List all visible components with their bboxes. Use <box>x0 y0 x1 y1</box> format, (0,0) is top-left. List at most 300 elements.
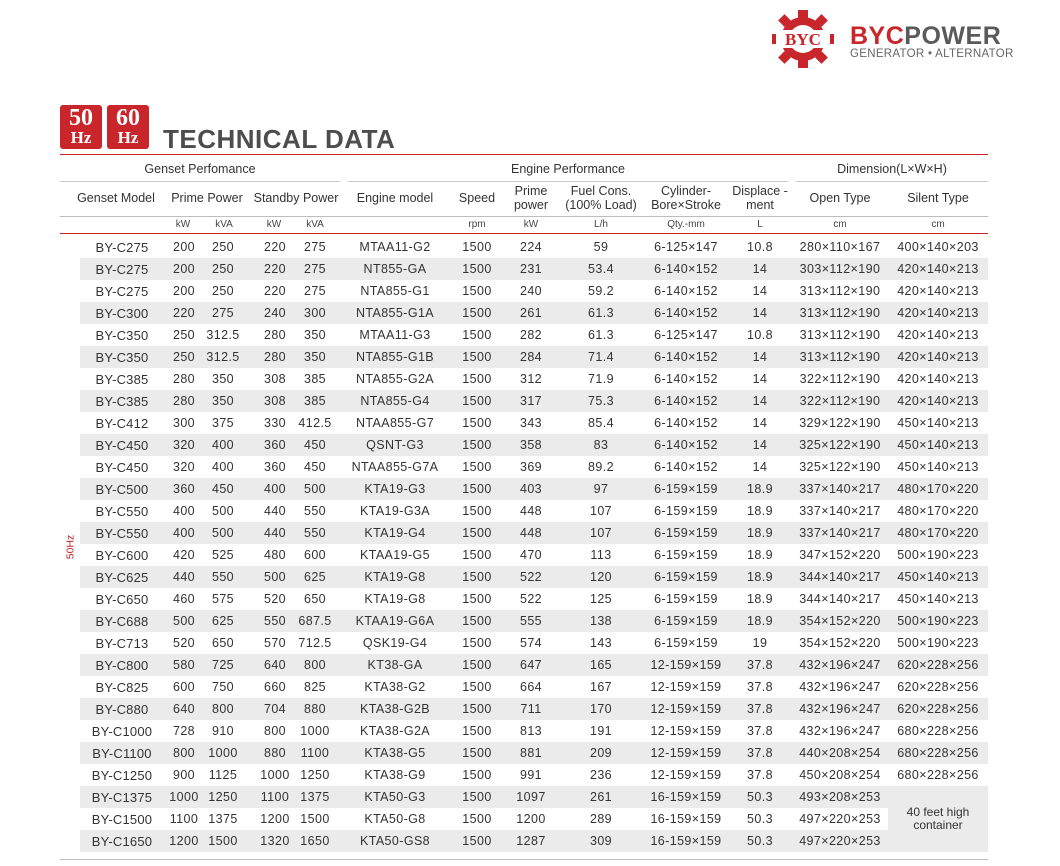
cell-silent-dimension: 420×140×213 <box>897 306 979 320</box>
cell-standby-kva: 800 <box>303 658 327 672</box>
cell-engine-model: KTAA19-G6A <box>355 614 435 628</box>
cell-standby-kw: 570 <box>263 636 287 650</box>
cell-standby-kva: 1250 <box>300 768 330 782</box>
cell-prime-kva: 1375 <box>208 812 238 826</box>
cell-prime-kw: 640 <box>172 702 196 716</box>
cell-prime-kw: 520 <box>172 636 196 650</box>
cell-genset-model: BY-C385 <box>95 372 149 387</box>
cell-genset-model: BY-C385 <box>95 394 149 409</box>
cell-silent-dimension: 450×140×213 <box>897 416 979 430</box>
cell-engine-power: 664 <box>519 680 543 694</box>
cell-engine-model: NTA855-G2A <box>355 372 435 386</box>
cell-engine-power: 282 <box>519 328 543 342</box>
cell-genset-model: BY-C450 <box>95 438 149 453</box>
cell-engine-power: 343 <box>519 416 543 430</box>
badge-60hz-number: 60 <box>116 105 140 131</box>
cell-displacement: 37.8 <box>747 768 773 782</box>
cell-cylinder: 6-140×152 <box>654 306 718 320</box>
group-rule-engine <box>348 181 788 182</box>
cell-standby-kva: 350 <box>303 350 327 364</box>
cell-speed: 1500 <box>462 482 492 496</box>
header-cylinder: Cylinder- Bore×Stroke <box>651 184 721 212</box>
cell-speed: 1500 <box>462 812 492 826</box>
cell-standby-kva: 450 <box>303 460 327 474</box>
cell-prime-kw: 280 <box>172 394 196 408</box>
cell-open-dimension: 354×152×220 <box>799 614 881 628</box>
header-open-type: Open Type <box>809 191 871 205</box>
cell-engine-model: KTA38-G9 <box>364 768 426 782</box>
cell-silent-dimension: 680×228×256 <box>897 768 979 782</box>
table-row <box>80 500 988 522</box>
header-fuel-consumption: Fuel Cons. (100% Load) <box>565 184 637 212</box>
cell-engine-power: 574 <box>519 636 543 650</box>
cell-engine-power: 312 <box>519 372 543 386</box>
cell-genset-model: BY-C1100 <box>92 746 152 761</box>
cell-displacement: 18.9 <box>747 548 773 562</box>
cell-prime-kva: 450 <box>211 482 235 496</box>
cell-standby-kw: 360 <box>263 438 287 452</box>
cell-cylinder: 6-140×152 <box>654 460 718 474</box>
cell-genset-model: BY-C450 <box>95 460 149 475</box>
cell-speed: 1500 <box>462 394 492 408</box>
cell-standby-kw: 280 <box>263 350 287 364</box>
cell-cylinder: 6-140×152 <box>654 350 718 364</box>
cell-speed: 1500 <box>462 372 492 386</box>
cell-prime-kw: 460 <box>172 592 196 606</box>
cell-prime-kw: 250 <box>172 350 196 364</box>
cell-standby-kva: 1500 <box>300 812 330 826</box>
group-rule-genset <box>60 181 340 182</box>
cell-standby-kw: 550 <box>263 614 287 628</box>
cell-prime-kva: 575 <box>211 592 235 606</box>
cell-silent-dimension: 680×228×256 <box>897 724 979 738</box>
cell-speed: 1500 <box>462 328 492 342</box>
table-row <box>80 434 988 456</box>
badge-50hz-unit: Hz <box>70 128 92 147</box>
cell-silent-dimension: 420×140×213 <box>897 262 979 276</box>
cell-fuel-consumption: 61.3 <box>588 306 614 320</box>
cell-displacement: 14 <box>752 438 768 452</box>
cell-genset-model: BY-C1250 <box>91 768 153 783</box>
cell-standby-kva: 687.5 <box>298 614 332 628</box>
cell-prime-kva: 275 <box>211 306 235 320</box>
table-row <box>80 522 988 544</box>
cell-cylinder: 6-125×147 <box>654 240 718 254</box>
cell-displacement: 37.8 <box>747 724 773 738</box>
cell-open-dimension: 337×140×217 <box>799 482 881 496</box>
cell-standby-kw: 1200 <box>260 812 290 826</box>
cell-engine-power: 522 <box>519 570 543 584</box>
table-row <box>80 280 988 302</box>
cell-engine-model: KTA50-GS8 <box>359 834 431 848</box>
unit-silent: cm <box>931 219 945 230</box>
cell-engine-model: NTAA855-G7A <box>351 460 439 474</box>
cell-prime-kva: 500 <box>211 504 235 518</box>
cell-cylinder: 6-140×152 <box>654 372 718 386</box>
cell-prime-kw: 320 <box>172 438 196 452</box>
cell-open-dimension: 322×112×190 <box>799 394 881 408</box>
table-row <box>80 698 988 720</box>
cell-fuel-consumption: 120 <box>589 570 613 584</box>
table-row <box>80 742 988 764</box>
badge-60hz <box>107 105 149 149</box>
cell-speed: 1500 <box>462 504 492 518</box>
cell-fuel-consumption: 85.4 <box>588 416 614 430</box>
cell-fuel-consumption: 309 <box>589 834 613 848</box>
header-engine-prime-power: Prime power <box>513 184 549 212</box>
cell-open-dimension: 497×220×253 <box>799 834 881 848</box>
cell-prime-kva: 725 <box>211 658 235 672</box>
cell-standby-kva: 412.5 <box>298 416 332 430</box>
cell-speed: 1500 <box>462 350 492 364</box>
cell-prime-kw: 300 <box>172 416 196 430</box>
header-silent-type: Silent Type <box>907 191 969 205</box>
cell-displacement: 18.9 <box>747 570 773 584</box>
unit-prime-kva: kVA <box>215 219 233 230</box>
cell-prime-kw: 280 <box>172 372 196 386</box>
cell-displacement: 14 <box>752 372 768 386</box>
cell-speed: 1500 <box>462 570 492 584</box>
cell-cylinder: 16-159×159 <box>650 790 722 804</box>
unit-standby-kva: kVA <box>306 219 324 230</box>
cell-engine-power: 369 <box>519 460 543 474</box>
cell-engine-power: 647 <box>519 658 543 672</box>
cell-displacement: 14 <box>752 350 768 364</box>
cell-prime-kva: 400 <box>211 438 235 452</box>
cell-prime-kw: 600 <box>172 680 196 694</box>
cell-genset-model: BY-C600 <box>95 548 149 563</box>
table-row <box>80 456 988 478</box>
cell-genset-model: BY-C825 <box>95 680 149 695</box>
cell-displacement: 14 <box>752 284 768 298</box>
header-speed: Speed <box>458 191 496 205</box>
cell-prime-kw: 1100 <box>169 812 199 826</box>
unit-prime-kw: kW <box>175 219 191 230</box>
table-row <box>80 390 988 412</box>
cell-prime-kva: 910 <box>211 724 235 738</box>
cell-standby-kva: 385 <box>303 372 327 386</box>
cell-engine-power: 991 <box>519 768 543 782</box>
cell-engine-model: KTA19-G3 <box>364 482 426 496</box>
cell-standby-kw: 704 <box>263 702 287 716</box>
cell-cylinder: 16-159×159 <box>650 834 722 848</box>
cell-prime-kva: 800 <box>211 702 235 716</box>
table-row <box>80 412 988 434</box>
cell-engine-power: 470 <box>519 548 543 562</box>
cell-standby-kw: 480 <box>263 548 287 562</box>
unit-open: cm <box>833 219 847 230</box>
cell-genset-model: BY-C688 <box>95 614 149 629</box>
cell-standby-kva: 275 <box>303 284 327 298</box>
cell-open-dimension: 280×110×167 <box>799 240 881 254</box>
brand-logo <box>770 8 1050 70</box>
cell-displacement: 14 <box>752 460 768 474</box>
cell-displacement: 14 <box>752 262 768 276</box>
cell-prime-kw: 400 <box>172 504 196 518</box>
cell-cylinder: 6-159×159 <box>654 592 718 606</box>
cell-engine-power: 881 <box>519 746 543 760</box>
cell-standby-kw: 440 <box>263 526 287 540</box>
badge-50hz-number: 50 <box>69 105 93 131</box>
cell-open-dimension: 432×196×247 <box>799 724 881 738</box>
table-bottom-rule <box>60 859 988 860</box>
table-row <box>80 610 988 632</box>
cell-silent-dimension: 500×190×223 <box>897 636 979 650</box>
cell-speed: 1500 <box>462 702 492 716</box>
cell-standby-kw: 500 <box>263 570 287 584</box>
cell-cylinder: 6-159×159 <box>654 482 718 496</box>
table-row <box>80 544 988 566</box>
container-note-cell <box>888 786 988 852</box>
cell-engine-model: KTAA19-G5 <box>359 548 431 562</box>
cell-standby-kva: 825 <box>303 680 327 694</box>
header-prime-power: Prime Power <box>171 191 243 205</box>
table-row <box>80 566 988 588</box>
cell-standby-kva: 1100 <box>300 746 330 760</box>
cell-cylinder: 6-140×152 <box>654 284 718 298</box>
cell-engine-power: 813 <box>519 724 543 738</box>
cell-prime-kw: 360 <box>172 482 196 496</box>
gear-logo-icon <box>770 8 840 70</box>
table-row <box>80 588 988 610</box>
cell-prime-kw: 200 <box>172 284 196 298</box>
cell-prime-kw: 320 <box>172 460 196 474</box>
cell-standby-kva: 1650 <box>300 834 330 848</box>
cell-engine-model: KTA19-G8 <box>364 570 426 584</box>
header-displacement: Displace -ment <box>732 184 788 212</box>
cell-open-dimension: 347×152×220 <box>799 548 881 562</box>
cell-engine-model: NTA855-G1 <box>360 284 430 298</box>
cell-open-dimension: 440×208×254 <box>799 746 881 760</box>
cell-open-dimension: 432×196×247 <box>799 658 881 672</box>
cell-engine-power: 448 <box>519 504 543 518</box>
cell-genset-model: BY-C1375 <box>91 790 153 805</box>
cell-silent-dimension: 480×170×220 <box>897 504 979 518</box>
cell-cylinder: 6-125×147 <box>654 328 718 342</box>
cell-silent-dimension: 480×170×220 <box>897 482 979 496</box>
brand-name-red: BYC <box>850 22 905 50</box>
cell-cylinder: 6-159×159 <box>654 614 718 628</box>
header-engine-performance: Engine Performance <box>511 162 625 176</box>
cell-fuel-consumption: 53.4 <box>588 262 614 276</box>
cell-prime-kw: 200 <box>172 262 196 276</box>
cell-engine-power: 555 <box>519 614 543 628</box>
cell-standby-kw: 220 <box>263 262 287 276</box>
cell-engine-power: 1287 <box>516 834 546 848</box>
cell-engine-power: 224 <box>519 240 543 254</box>
cell-fuel-consumption: 209 <box>589 746 613 760</box>
cell-open-dimension: 354×152×220 <box>799 636 881 650</box>
cell-prime-kva: 250 <box>211 240 235 254</box>
unit-displacement: L <box>757 219 763 230</box>
cell-prime-kva: 350 <box>211 372 235 386</box>
cell-open-dimension: 313×112×190 <box>799 284 881 298</box>
table-row <box>80 786 988 808</box>
cell-cylinder: 6-159×159 <box>654 548 718 562</box>
header-genset-model: Genset Model <box>77 191 155 205</box>
cell-silent-dimension: 620×228×256 <box>897 680 979 694</box>
header-engine-model: Engine model <box>356 191 434 205</box>
table-row <box>80 720 988 742</box>
cell-engine-model: KTA38-G2B <box>359 702 431 716</box>
cell-standby-kw: 308 <box>263 372 287 386</box>
cell-fuel-consumption: 61.3 <box>588 328 614 342</box>
cell-cylinder: 12-159×159 <box>650 724 722 738</box>
cell-standby-kva: 350 <box>303 328 327 342</box>
cell-open-dimension: 303×112×190 <box>799 262 881 276</box>
cell-standby-kva: 880 <box>303 702 327 716</box>
cell-standby-kw: 520 <box>263 592 287 606</box>
cell-silent-dimension: 420×140×213 <box>897 394 979 408</box>
cell-displacement: 50.3 <box>747 834 773 848</box>
cell-cylinder: 6-159×159 <box>654 636 718 650</box>
table-row <box>80 302 988 324</box>
cell-prime-kva: 1500 <box>208 834 238 848</box>
cell-fuel-consumption: 59 <box>593 240 609 254</box>
cell-standby-kva: 385 <box>303 394 327 408</box>
table-row <box>80 764 988 786</box>
cell-prime-kw: 400 <box>172 526 196 540</box>
cell-speed: 1500 <box>462 636 492 650</box>
cell-speed: 1500 <box>462 614 492 628</box>
cell-silent-dimension: 420×140×213 <box>897 372 979 386</box>
cell-displacement: 18.9 <box>747 482 773 496</box>
cell-engine-model: MTAA11-G2 <box>359 240 431 254</box>
cell-engine-model: NTA855-G1A <box>355 306 435 320</box>
cell-silent-dimension: 450×140×213 <box>897 438 979 452</box>
cell-engine-model: KTA38-G2A <box>359 724 431 738</box>
cell-engine-power: 317 <box>519 394 543 408</box>
unit-fuel: L/h <box>594 219 608 230</box>
cell-displacement: 50.3 <box>747 790 773 804</box>
cell-fuel-consumption: 138 <box>589 614 613 628</box>
cell-engine-model: NTA855-G4 <box>360 394 430 408</box>
cell-prime-kw: 220 <box>172 306 196 320</box>
cell-engine-model: QSK19-G4 <box>362 636 428 650</box>
cell-genset-model: BY-C412 <box>95 416 149 431</box>
cell-cylinder: 12-159×159 <box>650 768 722 782</box>
cell-standby-kva: 550 <box>303 526 327 540</box>
logo-text: BYC <box>785 30 821 49</box>
cell-prime-kva: 1125 <box>208 768 238 782</box>
cell-open-dimension: 337×140×217 <box>799 504 881 518</box>
header-dimension: Dimension(L×W×H) <box>837 162 947 176</box>
cell-standby-kva: 275 <box>303 262 327 276</box>
cell-open-dimension: 432×196×247 <box>799 702 881 716</box>
cell-cylinder: 6-159×159 <box>654 570 718 584</box>
cell-silent-dimension: 420×140×213 <box>897 328 979 342</box>
cell-fuel-consumption: 167 <box>589 680 613 694</box>
cell-displacement: 37.8 <box>747 702 773 716</box>
cell-speed: 1500 <box>462 592 492 606</box>
unit-speed: rpm <box>468 219 486 230</box>
cell-silent-dimension: 680×228×256 <box>897 746 979 760</box>
container-note: 40 feet high container <box>906 805 970 832</box>
cell-open-dimension: 313×112×190 <box>799 328 881 342</box>
cell-prime-kva: 400 <box>211 460 235 474</box>
cell-prime-kva: 525 <box>211 548 235 562</box>
cell-silent-dimension: 400×140×203 <box>897 240 979 254</box>
table-row <box>80 324 988 346</box>
side-label-50hz: 50Hz <box>64 534 77 560</box>
cell-standby-kw: 880 <box>263 746 287 760</box>
cell-prime-kva: 312.5 <box>206 328 240 342</box>
cell-prime-kva: 350 <box>211 394 235 408</box>
cell-prime-kw: 900 <box>172 768 196 782</box>
cell-fuel-consumption: 83 <box>593 438 609 452</box>
cell-fuel-consumption: 97 <box>593 482 609 496</box>
cell-speed: 1500 <box>462 746 492 760</box>
cell-cylinder: 12-159×159 <box>650 746 722 760</box>
cell-cylinder: 12-159×159 <box>650 702 722 716</box>
cell-fuel-consumption: 261 <box>589 790 613 804</box>
cell-standby-kva: 650 <box>303 592 327 606</box>
cell-displacement: 19 <box>752 636 768 650</box>
cell-standby-kw: 800 <box>263 724 287 738</box>
cell-standby-kva: 1000 <box>300 724 330 738</box>
table-row <box>80 654 988 676</box>
header-rule <box>60 216 988 217</box>
cell-standby-kva: 275 <box>303 240 327 254</box>
cell-speed: 1500 <box>462 460 492 474</box>
cell-displacement: 10.8 <box>747 240 773 254</box>
cell-speed: 1500 <box>462 438 492 452</box>
cell-displacement: 14 <box>752 416 768 430</box>
cell-engine-model: KTA19-G3A <box>359 504 431 518</box>
cell-fuel-consumption: 143 <box>589 636 613 650</box>
cell-open-dimension: 493×208×253 <box>799 790 881 804</box>
cell-open-dimension: 325×122×190 <box>799 438 881 452</box>
cell-engine-model: NTA855-G1B <box>355 350 435 364</box>
cell-prime-kw: 1000 <box>169 790 199 804</box>
table-row <box>80 258 988 280</box>
cell-standby-kva: 300 <box>303 306 327 320</box>
cell-silent-dimension: 500×190×223 <box>897 614 979 628</box>
table-row <box>80 478 988 500</box>
cell-speed: 1500 <box>462 284 492 298</box>
cell-genset-model: BY-C1500 <box>91 812 153 827</box>
cell-prime-kva: 1000 <box>208 746 238 760</box>
cell-genset-model: BY-C550 <box>95 504 149 519</box>
cell-fuel-consumption: 165 <box>589 658 613 672</box>
cell-genset-model: BY-C713 <box>95 636 149 651</box>
cell-genset-model: BY-C880 <box>95 702 149 717</box>
cell-engine-model: NT855-GA <box>363 262 427 276</box>
cell-speed: 1500 <box>462 548 492 562</box>
cell-displacement: 50.3 <box>747 812 773 826</box>
cell-speed: 1500 <box>462 724 492 738</box>
cell-prime-kw: 200 <box>172 240 196 254</box>
cell-genset-model: BY-C800 <box>95 658 149 673</box>
table-row <box>80 676 988 698</box>
cell-standby-kw: 400 <box>263 482 287 496</box>
cell-standby-kva: 1375 <box>300 790 330 804</box>
cell-standby-kw: 330 <box>263 416 287 430</box>
cell-cylinder: 6-140×152 <box>654 394 718 408</box>
cell-engine-power: 261 <box>519 306 543 320</box>
cell-fuel-consumption: 113 <box>590 548 612 562</box>
cell-genset-model: BY-C275 <box>95 240 149 255</box>
cell-displacement: 10.8 <box>747 328 773 342</box>
cell-engine-model: KTA38-G5 <box>364 746 426 760</box>
cell-silent-dimension: 620×228×256 <box>897 658 979 672</box>
cell-open-dimension: 450×208×254 <box>799 768 881 782</box>
cell-cylinder: 6-140×152 <box>654 262 718 276</box>
cell-engine-power: 522 <box>519 592 543 606</box>
cell-prime-kva: 550 <box>211 570 235 584</box>
cell-open-dimension: 337×140×217 <box>799 526 881 540</box>
cell-open-dimension: 497×220×253 <box>799 812 881 826</box>
